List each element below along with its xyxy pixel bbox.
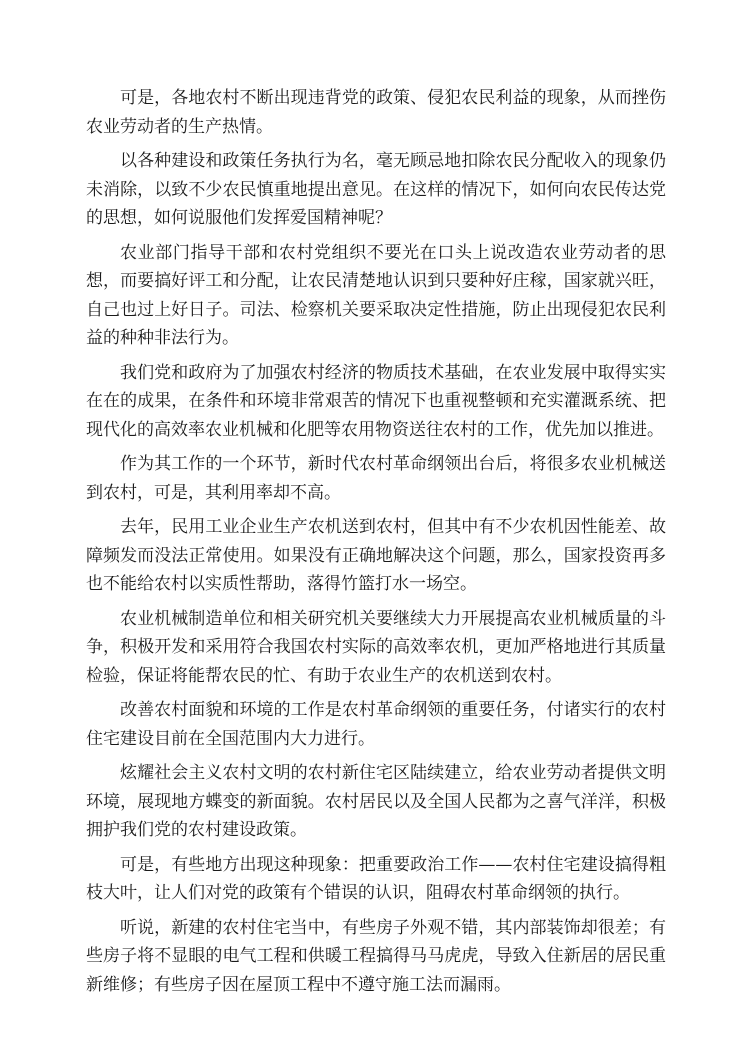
paragraph: 可是，有些地方出现这种现象：把重要政治工作——农村住宅建设搞得粗枝大叶，让人们对党的政策有个错误的认识，阻碍农村革命纲领的执行。	[86, 854, 666, 903]
paragraph: 去年，民用工业企业生产农机送到农村，但其中有不少农机因性能差、故障频发而没法正常使用。如果没有正确地解决这个问题，那么，国家投资再多也不能给农村以实质性帮助，落得竹篮打水一场空。	[86, 517, 666, 594]
paragraph: 可是，各地农村不断出现违背党的政策、侵犯农民利益的现象，从而挫伤农业劳动者的生产热情。	[86, 88, 666, 137]
paragraph: 农业部门指导干部和农村党组织不要光在口头上说改造农业劳动者的思想，而要搞好评工和分配，让农民清楚地认识到只要种好庄稼，国家就兴旺，自己也过上好日子。司法、检察机关要采取决定性措施，防止出现侵犯农民利益的种种非法行为。	[86, 242, 666, 348]
paragraph: 炫耀社会主义农村文明的农村新住宅区陆续建立，给农业劳动者提供文明环境，展现地方蝶变的新面貌。农村居民以及全国人民都为之喜气洋洋，积极拥护我们党的农村建设政策。	[86, 763, 666, 840]
paragraph: 听说，新建的农村住宅当中，有些房子外观不错，其内部装饰却很差；有些房子将不显眼的电气工程和供暖工程搞得马马虎虎，导致入住新居的居民重新维修；有些房子因在屋顶工程中不遵守施工法而漏雨。	[86, 917, 666, 995]
paragraph: 以各种建设和政策任务执行为名，毫无顾忌地扣除农民分配收入的现象仍未消除，以致不少农民慎重地提出意见。在这样的情况下，如何向农民传达党的思想，如何说服他们发挥爱国精神呢？	[86, 151, 666, 228]
paragraph: 农业机械制造单位和相关研究机关要继续大力开展提高农业机械质量的斗争，积极开发和采用符合我国农村实际的高效率农机，更加严格地进行其质量检验，保证将能帮农民的忙、有助于农业生产的农机送到农村。	[86, 608, 666, 686]
document-body	[86, 84, 666, 1005]
paragraph: 改善农村面貌和环境的工作是农村革命纲领的重要任务，付诸实行的农村住宅建设目前在全国范围内大力进行。	[86, 700, 666, 749]
paragraph: 作为其工作的一个环节，新时代农村革命纲领出台后，将很多农业机械送到农村，可是，其利用率却不高。	[86, 454, 666, 503]
paragraph: 我们党和政府为了加强农村经济的物质技术基础，在农业发展中取得实实在在的成果，在条件和环境非常艰苦的情况下也重视整顿和充实灌溉系统、把现代化的高效率农业机械和化肥等农用物资送往农村的工作，优先加以推进。	[86, 362, 666, 440]
